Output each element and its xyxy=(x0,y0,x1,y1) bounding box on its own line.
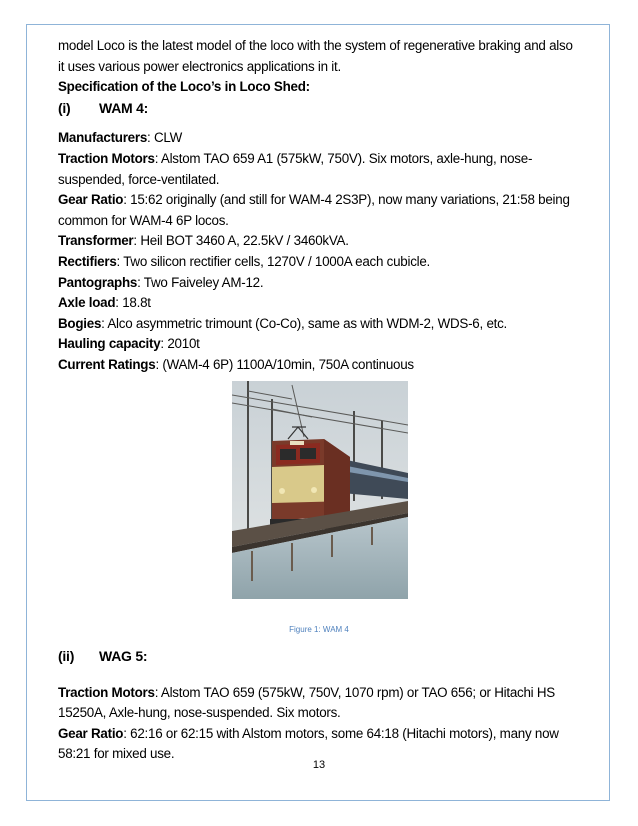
page-number: 13 xyxy=(312,759,326,771)
wam4-locomotive-photo xyxy=(232,381,408,599)
section-title: Specification of the Loco’s in Loco Shed: xyxy=(58,79,310,95)
intro-line: model Loco is the latest model of the loco with the system of regenerative braking and also xyxy=(58,38,573,53)
wam4-spec-list xyxy=(58,128,598,375)
wag5-heading-title: WAG 5: xyxy=(99,648,148,664)
spec-line xyxy=(58,703,598,724)
spec-value: : 2010t xyxy=(160,336,200,352)
spec-value: : 62:16 or 62:15 with Alstom motors, some 64:18 (Hitachi motors), many now xyxy=(123,725,559,741)
spec-value: : Alstom TAO 659 (575kW, 750V, 1070 rpm) or TAO 656; or Hitachi HS xyxy=(154,684,555,700)
spec-label: Pantographs xyxy=(58,274,138,290)
spec-value: suspended, force-ventilated. xyxy=(58,171,220,187)
spec-value: : (WAM-4 6P) 1100A/10min, 750A continuous xyxy=(155,356,414,372)
spec-line xyxy=(58,724,598,745)
figure-caption: Figure 1: WAM 4 xyxy=(289,625,349,634)
spec-value: : Alco asymmetric trimount (Co-Co), same as with WDM-2, WDS-6, etc. xyxy=(101,315,508,331)
spec-line xyxy=(58,231,598,252)
spec-label: Hauling capacity xyxy=(58,336,161,352)
spec-line xyxy=(58,170,598,191)
spec-value: : Heil BOT 3460 A, 22.5kV / 3460kVA. xyxy=(133,233,349,249)
spec-value: 58:21 for mixed use. xyxy=(58,746,175,762)
spec-value: : CLW xyxy=(147,130,182,146)
spec-value: 15250A, Axle-hung, nose-suspended. Six motors. xyxy=(58,705,341,721)
spec-label: Current Ratings xyxy=(58,356,156,372)
spec-label: Bogies xyxy=(58,315,102,331)
wag5-heading-number: (ii) xyxy=(58,648,75,664)
spec-value: : Two silicon rectifier cells, 1270V / 1000A each cubicle. xyxy=(116,253,431,269)
spec-line xyxy=(58,314,598,335)
wag5-section xyxy=(58,646,598,765)
spec-line xyxy=(58,211,598,232)
spec-line xyxy=(58,149,598,170)
wag5-heading xyxy=(58,646,598,667)
wam4-heading-number: (i) xyxy=(58,99,71,116)
document-body xyxy=(58,36,598,376)
spec-value: : Two Faiveley AM-12. xyxy=(137,274,264,290)
wam4-heading xyxy=(58,98,598,119)
spec-label: Rectifiers xyxy=(58,253,117,269)
spec-label: Gear Ratio xyxy=(58,192,124,208)
spec-label: Axle load xyxy=(58,295,116,311)
spec-value: : 18.8t xyxy=(115,295,151,311)
spec-label: Traction Motors xyxy=(58,150,155,166)
spec-value: common for WAM-4 6P locos. xyxy=(58,212,229,228)
spec-line xyxy=(58,334,598,355)
spec-label: Traction Motors xyxy=(58,684,155,700)
spec-line xyxy=(58,252,598,273)
wam4-heading-title: WAM 4: xyxy=(99,99,149,116)
spec-label: Manufacturers xyxy=(58,130,148,146)
spec-value: : 15:62 originally (and still for WAM-4 2S3P), now many variations, 21:58 being xyxy=(123,192,570,208)
spec-line xyxy=(58,128,598,149)
spec-label: Gear Ratio xyxy=(58,725,124,741)
spec-value: : Alstom TAO 659 A1 (575kW, 750V). Six motors, axle-hung, nose- xyxy=(154,150,533,166)
spec-line xyxy=(58,273,598,294)
spec-label: Transformer xyxy=(58,233,134,249)
spec-line xyxy=(58,683,598,704)
intro-line: it uses various power electronics applications in it. xyxy=(58,58,341,74)
spec-line xyxy=(58,293,598,314)
spec-line xyxy=(58,190,598,211)
spec-line xyxy=(58,355,598,376)
